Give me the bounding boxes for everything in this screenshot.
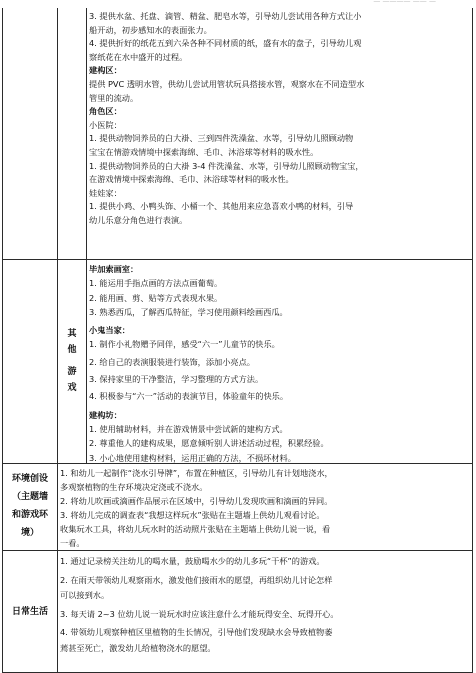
list-item: 3. 将幼儿完成的调查表“我想这样玩水”张贴在主题墙上供幼儿观看讨论。 [60, 510, 325, 520]
list-item: 3. 保持家里的干净整洁，学习整理的方式方法。 [89, 374, 264, 385]
label-line: 和游戏环 [11, 510, 48, 520]
label-line: 环境创设 [11, 474, 48, 484]
list-item: 2. 将幼儿吹画或滴画作品展示在区域中，引导幼儿发现吹画和滴画的异同。 [60, 496, 333, 506]
area-activities-cell [89, 10, 469, 228]
zone-title-construction: 建构区： [89, 65, 122, 76]
table-right-border [472, 8, 473, 673]
label-text: 日常生活 [11, 607, 48, 617]
text-line: 提供 PVC 透明水管，供幼儿尝试用管状玩具搭接水管，观察水在不同造型水 [89, 78, 365, 89]
page-top-strip [0, 0, 476, 8]
environment-cell [60, 466, 470, 550]
list-item: 1. 和幼儿一起制作“浇水引导牌”，布置在种植区，引导幼儿有计划地浇水， [60, 468, 333, 478]
zone-title-role: 角色区： [89, 106, 122, 117]
list-item: 4. 带领幼儿观察种植区里植物的生长情况，引导他们发现缺水会导致植物萎 [60, 627, 333, 638]
block-title-little-housekeeper: 小鬼当家： [89, 325, 130, 336]
page-header-text: — ———— —— — [373, 0, 436, 5]
text-line: 在游戏情境中探索海绵、毛巾、沐浴球等材料的吸水性。 [89, 174, 294, 185]
label-char: 其 [67, 329, 77, 339]
block-title-painting-studio: 毕加索画室： [89, 264, 139, 274]
list-item: 2. 在雨天带领幼儿观察雨水，激发他们接雨水的愿望，再组织幼儿讨论怎样 [60, 574, 333, 585]
text-line: 幼儿乐意分角色进行表演。 [89, 214, 188, 225]
text-line: 1. 提供动物饲养员的白大褂、三到四件洗澡盆、水等，引导幼儿照顾动物 [89, 133, 354, 144]
label-char: 游 [67, 367, 77, 377]
row-divider-1 [2, 259, 473, 260]
text-line: 3. 提供水盆、托盘、滴管、精盆、肥皂水等，引导幼儿尝试用各种方式让小 [89, 11, 362, 21]
list-item: 1. 通过记录榜关注幼儿的喝水量，鼓励喝水少的幼儿多玩“干杯”的游戏。 [60, 556, 325, 566]
list-item: 蔫甚至死亡，激发幼儿给植物浇水的愿望。 [60, 642, 216, 653]
inner-col-divider [86, 8, 87, 463]
daily-life-label [4, 604, 56, 620]
list-item: 1. 使用辅助材料，并在游戏情景中尝试新的建构方式。 [89, 423, 288, 434]
row-divider-3 [2, 550, 473, 551]
list-item: 1. 能运用手指点画的方法点画葡萄。 [89, 278, 223, 289]
table-left-border [2, 8, 3, 673]
list-item: 可以接到水。 [60, 590, 110, 601]
list-item: 收集玩水工具，将幼儿玩水时的活动照片张贴在主题墙上供幼儿说一说，看 [60, 524, 331, 534]
text-line: 察纸花在水中盛开的过程。 [89, 51, 188, 62]
daily-life-cell [60, 554, 470, 657]
text-line: 1. 提供小鸡、小鸭头饰、小桶一个、其他用来应急喜欢小鸭的材料，引导 [89, 201, 354, 212]
list-item: 3. 每天请 2~3 位幼儿说一说玩水时应该注意什么才能玩得安全、玩得开心。 [60, 608, 339, 619]
list-item: 一看。 [60, 538, 85, 548]
text-line: 船开动，初步感知水的表面张力。 [89, 24, 212, 35]
label-line: （主题墙 [11, 492, 48, 502]
list-item: 2. 给自己的表演服装进行装饰，添加小亮点。 [89, 356, 255, 367]
label-char: 他 [67, 345, 77, 355]
list-item: 2. 能用画、剪、贴等方式表现水果。 [89, 292, 223, 303]
subzone-title-hospital: 小医院： [89, 119, 122, 130]
text-line: 管里的流动。 [89, 92, 139, 103]
text-line: 宝宝在情游戏情境中探索海绵、毛巾、沐浴球等材料的吸水性。 [89, 146, 319, 157]
list-item: 2. 尊重他人的建构成果，愿意倾听别人讲述活动过程，积累经验。 [89, 438, 329, 449]
list-item: 3. 小心地使用建构材料，运用正确的方法，不损坏材料。 [89, 452, 296, 463]
list-item: 3. 熟悉西瓜，了解西瓜特征，学习使用颜料绘画西瓜。 [89, 306, 288, 317]
label-line: 境） [20, 528, 39, 538]
block-title-construction-workshop: 建构坊： [89, 409, 122, 420]
list-item: 1. 制作小礼物赠予同伴，感受“六一”儿童节的快乐。 [89, 339, 280, 350]
subzone-title-dollhouse: 娃娃家： [89, 187, 122, 198]
label-char: 戏 [67, 383, 77, 393]
environment-label [4, 470, 56, 542]
other-games-label [58, 326, 86, 396]
list-item: 4. 积极参与“六一”活动的表演节目，体验童年的快乐。 [89, 391, 289, 402]
text-line: 4. 提供折好的纸花五到六朵各种不同材质的纸，盛有水的盘子，引导幼儿观 [89, 38, 362, 49]
plan-table [0, 8, 476, 673]
list-item: 多观察植物的生存环境决定浇或不浇水。 [60, 482, 208, 492]
text-line: 1. 提供动物饲养员的白大褂 3-4 件洗澡盆、水等，引导幼儿照顾动物宝宝， [89, 160, 364, 171]
other-games-cell [89, 262, 469, 465]
